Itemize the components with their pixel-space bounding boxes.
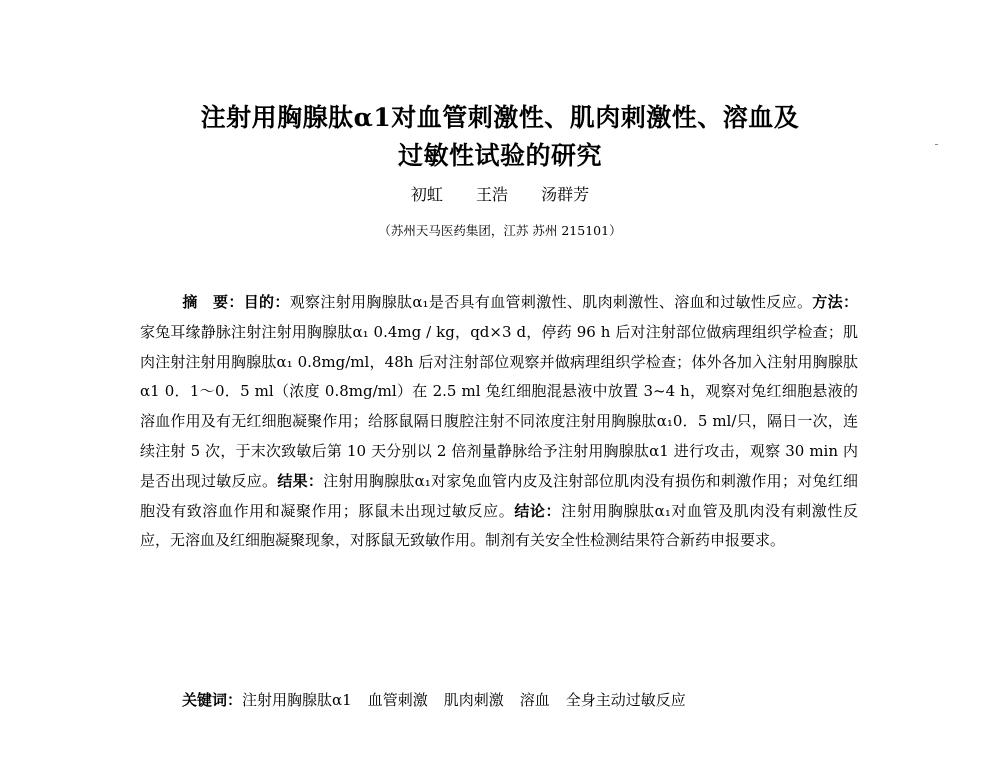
paper-title-line-1: 注射用胸腺肽α1对血管刺激性、肌肉刺激性、溶血及 (200, 103, 800, 132)
author-name: 初虹 (410, 185, 443, 204)
conclusion-text: 注射用胸腺肽α₁对血管及肌肉没有刺激性反应，无溶血及红细胞凝聚现象，对豚鼠无致敏作用。制剂有关安全性检测结果符合新药申报要求。 (140, 501, 858, 550)
results-label: 结果： (277, 471, 324, 490)
keyword-item: 溶血 (519, 691, 550, 709)
objective-text: 观察注射用胸腺肽α₁是否具有血管刺激性、肌肉刺激性、溶血和过敏性反应。 (289, 293, 813, 311)
keyword-item: 注射用胸腺肽α1 (242, 691, 352, 709)
author-name: 汤群芳 (541, 185, 590, 204)
objective-label: 目的： (243, 293, 290, 311)
author-affiliation: （苏州天马医药集团，江苏 苏州 215101） (378, 223, 622, 238)
keyword-item: 全身主动过敏反应 (565, 691, 686, 709)
keywords-label: 关键词： (182, 691, 243, 709)
results-text: 注射用胸腺肽α₁对家兔血管内皮及注射部位肌肉没有损伤和刺激作用；对兔红细胞没有致溶血作用和凝聚作用；豚鼠未出现过敏反应。 (140, 471, 858, 520)
scan-speck (935, 144, 938, 145)
methods-label: 方法： (812, 293, 858, 311)
methods-text: 家兔耳缘静脉注射注射用胸腺肽α₁ 0.4mg / kg，qd×3 d，停药 96 h 后对注射部位做病理组织学检查；肌肉注射注射用胸腺肽α₁ 0.8mg/ml，48h 后对注射部位观察并做病理组织学检查；体外各加入注射用胸腺肽α1 0．1～0．5 ml（浓度 0.8mg/ml）在 2.5 ml 兔红细胞混悬液中放置 3~4 h，观察对兔红细胞悬液的溶血作用及有无红细胞凝聚作用；给豚鼠隔日腹腔注射不同浓度注射用胸腺肽α₁0．5 ml/只，隔日一次，连续注射 5 次，于末次致敏后第 10 天分别以 2 倍剂量静脉给予注射用胸腺肽α1 进行攻击，观察 30 min 内是否出现过敏反应。 (140, 322, 858, 490)
abstract (140, 288, 858, 556)
keyword-item: 血管刺激 (367, 691, 428, 709)
author-name: 王浩 (475, 185, 508, 204)
conclusion-label: 结论： (514, 501, 562, 520)
author-list (300, 183, 700, 207)
keyword-item: 肌肉刺激 (443, 691, 504, 709)
abstract-label: 摘 要： (182, 293, 244, 311)
paper-title-line-2: 过敏性试验的研究 (397, 141, 602, 170)
keywords (182, 686, 858, 714)
